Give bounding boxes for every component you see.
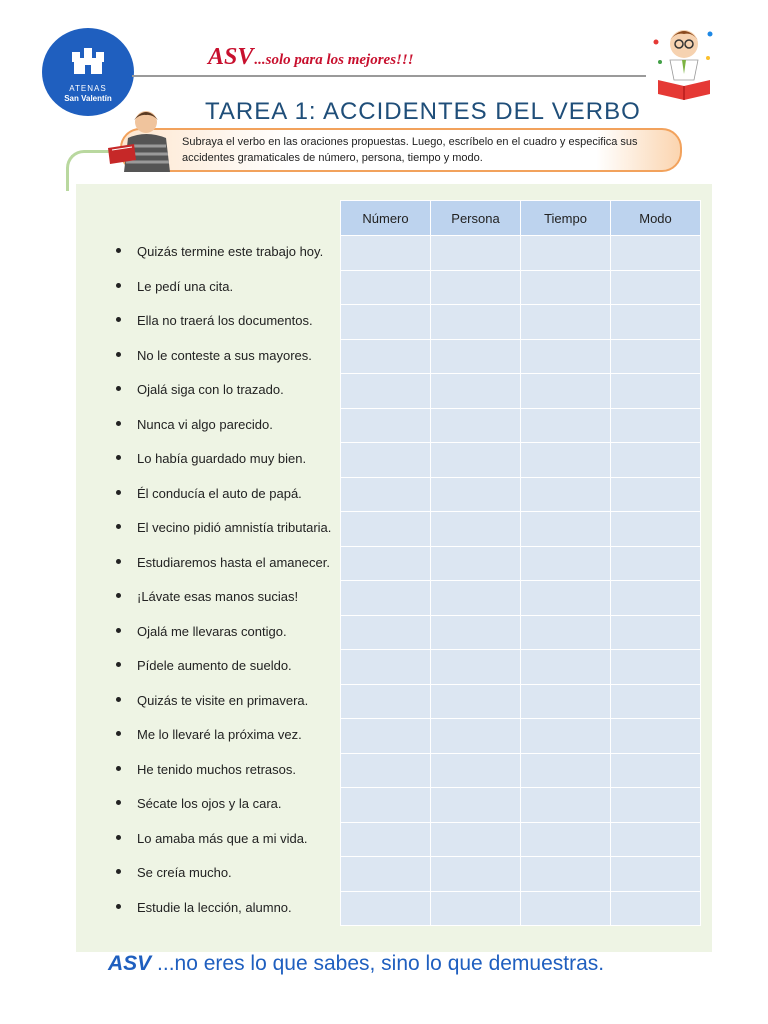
answer-cell-numero[interactable]	[341, 650, 431, 685]
answer-cell-tiempo[interactable]	[521, 236, 611, 271]
answer-cell-persona[interactable]	[431, 650, 521, 685]
bullet-icon	[116, 800, 121, 805]
sentence-item	[116, 373, 284, 407]
table-row	[341, 822, 701, 857]
table-row	[341, 305, 701, 340]
student-reading-illustration	[104, 108, 182, 172]
answer-cell-numero[interactable]	[341, 477, 431, 512]
castle-icon	[70, 46, 106, 76]
bullet-icon	[116, 869, 121, 874]
bullet-icon	[116, 524, 121, 529]
column-header-persona: Persona	[431, 201, 521, 236]
bullet-icon	[116, 248, 121, 253]
answer-cell-tiempo[interactable]	[521, 339, 611, 374]
answer-cell-persona[interactable]	[431, 270, 521, 305]
sentence-item	[116, 304, 313, 338]
table-row	[341, 270, 701, 305]
answer-cell-tiempo[interactable]	[521, 512, 611, 547]
sentence-text: Quizás termine este trabajo hoy.	[137, 244, 324, 259]
answer-table	[340, 200, 701, 926]
sentence-item	[116, 442, 306, 476]
answer-cell-numero[interactable]	[341, 788, 431, 823]
answer-cell-persona[interactable]	[431, 788, 521, 823]
sentence-text: Me lo llevaré la próxima vez.	[137, 727, 302, 742]
logo-line1: ATENAS	[69, 84, 107, 93]
sentence-item	[116, 684, 308, 718]
table-row	[341, 891, 701, 926]
answer-cell-persona[interactable]	[431, 512, 521, 547]
answer-cell-numero[interactable]	[341, 339, 431, 374]
answer-cell-persona[interactable]	[431, 753, 521, 788]
answer-cell-numero[interactable]	[341, 581, 431, 616]
answer-cell-modo[interactable]	[611, 305, 701, 340]
page-title: TAREA 1: ACCIDENTES DEL VERBO	[205, 98, 641, 125]
header-slogan	[208, 44, 414, 71]
sentence-text: He tenido muchos retrasos.	[137, 761, 296, 777]
bullet-icon	[116, 455, 121, 460]
table-row	[341, 512, 701, 547]
sentence-item	[116, 511, 331, 545]
sentence-text: No le conteste a sus mayores.	[137, 347, 312, 363]
sentence-item	[116, 787, 282, 821]
answer-cell-modo[interactable]	[611, 615, 701, 650]
answer-cell-numero[interactable]	[341, 270, 431, 305]
answer-cell-tiempo[interactable]	[521, 891, 611, 926]
sentence-text: Estudiaremos hasta el amanecer.	[137, 554, 330, 570]
answer-cell-tiempo[interactable]	[521, 477, 611, 512]
slogan-brand: ASV	[208, 44, 254, 70]
answer-cell-persona[interactable]	[431, 546, 521, 581]
bullet-icon	[116, 352, 121, 357]
sentence-text: Estudie la lección, alumno.	[137, 899, 292, 915]
sentence-item	[116, 477, 302, 511]
bullet-icon	[116, 386, 121, 391]
answer-cell-modo[interactable]	[611, 650, 701, 685]
answer-cell-tiempo[interactable]	[521, 615, 611, 650]
sentence-item	[116, 235, 323, 269]
answer-cell-persona[interactable]	[431, 339, 521, 374]
answer-cell-modo[interactable]	[611, 339, 701, 374]
answer-cell-tiempo[interactable]	[521, 753, 611, 788]
table-row	[341, 650, 701, 685]
answer-cell-modo[interactable]	[611, 236, 701, 271]
sentence-item	[116, 856, 232, 890]
table-row	[341, 546, 701, 581]
answer-cell-modo[interactable]	[611, 753, 701, 788]
answer-cell-numero[interactable]	[341, 822, 431, 857]
answer-cell-modo[interactable]	[611, 684, 701, 719]
table-row	[341, 477, 701, 512]
answer-cell-numero[interactable]	[341, 512, 431, 547]
sentence-item	[116, 546, 330, 580]
answer-cell-tiempo[interactable]	[521, 684, 611, 719]
logo-line2: San Valentín	[64, 94, 112, 103]
answer-cell-modo[interactable]	[611, 857, 701, 892]
bullet-icon	[116, 283, 121, 288]
sentence-item	[116, 891, 292, 925]
answer-cell-modo[interactable]	[611, 788, 701, 823]
answer-cell-numero[interactable]	[341, 374, 431, 409]
answer-cell-modo[interactable]	[611, 270, 701, 305]
table-row	[341, 753, 701, 788]
reading-child-illustration	[648, 22, 718, 100]
sentence-text: Él conducía el auto de papá.	[137, 485, 302, 501]
sentence-text: Nunca vi algo parecido.	[137, 416, 273, 432]
answer-cell-tiempo[interactable]	[521, 305, 611, 340]
bullet-icon	[116, 662, 121, 667]
sentence-text: Lo amaba más que a mi vida.	[137, 830, 308, 846]
answer-cell-persona[interactable]	[431, 684, 521, 719]
table-row	[341, 443, 701, 478]
table-row	[341, 236, 701, 271]
sentence-text: Se creía mucho.	[137, 865, 232, 880]
answer-cell-modo[interactable]	[611, 822, 701, 857]
answer-cell-numero[interactable]	[341, 753, 431, 788]
sentence-text: Le pedí una cita.	[137, 278, 234, 294]
answer-cell-persona[interactable]	[431, 236, 521, 271]
answer-cell-persona[interactable]	[431, 822, 521, 857]
table-row	[341, 788, 701, 823]
bullet-icon	[116, 559, 121, 564]
table-row	[341, 615, 701, 650]
answer-cell-tiempo[interactable]	[521, 822, 611, 857]
answer-cell-persona[interactable]	[431, 891, 521, 926]
sentence-item	[116, 339, 312, 373]
answer-cell-modo[interactable]	[611, 408, 701, 443]
answer-cell-numero[interactable]	[341, 546, 431, 581]
answer-cell-persona[interactable]	[431, 719, 521, 754]
sentence-item	[116, 649, 292, 683]
sentence-text: Ojalá siga con lo trazado.	[137, 382, 284, 397]
footer-motto	[108, 952, 604, 976]
column-header-numero: Número	[341, 201, 431, 236]
answer-cell-modo[interactable]	[611, 891, 701, 926]
table-header-row	[341, 201, 701, 236]
answer-cell-numero[interactable]	[341, 408, 431, 443]
answer-cell-modo[interactable]	[611, 719, 701, 754]
instructions-text: Subraya el verbo en las oraciones propuestas. Luego, escríbelo en el cuadro y especifica sus accidentes gramaticales de número, persona, tiempo y modo.	[182, 136, 638, 164]
answer-cell-numero[interactable]	[341, 857, 431, 892]
bullet-icon	[116, 904, 121, 909]
answer-cell-modo[interactable]	[611, 443, 701, 478]
answer-cell-modo[interactable]	[611, 512, 701, 547]
answer-cell-numero[interactable]	[341, 615, 431, 650]
sentence-text: Sécate los ojos y la cara.	[137, 796, 282, 811]
answer-cell-tiempo[interactable]	[521, 581, 611, 616]
table-row	[341, 581, 701, 616]
answer-cell-modo[interactable]	[611, 374, 701, 409]
footer-brand: ASV	[108, 952, 152, 975]
sentence-text: Ella no traerá los documentos.	[137, 313, 313, 328]
footer-text: ...no eres lo que sabes, sino lo que demuestras.	[151, 952, 605, 975]
sentence-item	[116, 408, 273, 442]
bullet-icon	[116, 490, 121, 495]
bullet-icon	[116, 766, 121, 771]
answer-cell-tiempo[interactable]	[521, 374, 611, 409]
answer-cell-persona[interactable]	[431, 374, 521, 409]
sentence-item	[116, 718, 302, 752]
answer-cell-numero[interactable]	[341, 684, 431, 719]
answer-cell-tiempo[interactable]	[521, 650, 611, 685]
bullet-icon	[116, 628, 121, 633]
sentence-text: Lo había guardado muy bien.	[137, 451, 307, 466]
sentence-item	[116, 580, 298, 614]
answer-cell-tiempo[interactable]	[521, 270, 611, 305]
sentence-item	[116, 822, 308, 856]
sentence-item	[116, 270, 233, 304]
answer-cell-tiempo[interactable]	[521, 719, 611, 754]
answer-cell-persona[interactable]	[431, 305, 521, 340]
sentence-text: Ojalá me llevaras contigo.	[137, 623, 287, 639]
table-row	[341, 408, 701, 443]
bullet-icon	[116, 835, 121, 840]
answer-cell-persona[interactable]	[431, 857, 521, 892]
answer-cell-tiempo[interactable]	[521, 408, 611, 443]
bullet-icon	[116, 421, 121, 426]
answer-cell-tiempo[interactable]	[521, 546, 611, 581]
answer-cell-persona[interactable]	[431, 477, 521, 512]
table-row	[341, 857, 701, 892]
answer-cell-tiempo[interactable]	[521, 443, 611, 478]
school-logo	[42, 28, 134, 116]
answer-cell-persona[interactable]	[431, 581, 521, 616]
column-header-modo: Modo	[611, 201, 701, 236]
answer-cell-numero[interactable]	[341, 719, 431, 754]
header-divider	[132, 75, 646, 77]
table-row	[341, 374, 701, 409]
answer-cell-tiempo[interactable]	[521, 857, 611, 892]
bullet-icon	[116, 731, 121, 736]
answer-cell-persona[interactable]	[431, 615, 521, 650]
answer-table-body	[341, 236, 701, 926]
bullet-icon	[116, 593, 121, 598]
slogan-text: ...solo para los mejores!!!	[254, 52, 414, 68]
sentence-text: Quizás te visite en primavera.	[137, 692, 309, 708]
answer-cell-persona[interactable]	[431, 443, 521, 478]
answer-cell-numero[interactable]	[341, 891, 431, 926]
answer-cell-modo[interactable]	[611, 477, 701, 512]
answer-cell-persona[interactable]	[431, 408, 521, 443]
table-row	[341, 339, 701, 374]
sentence-text: El vecino pidió amnistía tributaria.	[137, 520, 332, 535]
sentence-text: Pídele aumento de sueldo.	[137, 658, 292, 673]
answer-cell-modo[interactable]	[611, 546, 701, 581]
answer-cell-modo[interactable]	[611, 581, 701, 616]
bullet-icon	[116, 317, 121, 322]
answer-cell-numero[interactable]	[341, 236, 431, 271]
bullet-icon	[116, 697, 121, 702]
column-header-tiempo: Tiempo	[521, 201, 611, 236]
table-row	[341, 684, 701, 719]
sentence-text: ¡Lávate esas manos sucias!	[137, 589, 299, 604]
sentence-item	[116, 753, 296, 787]
answer-cell-numero[interactable]	[341, 305, 431, 340]
table-row	[341, 719, 701, 754]
answer-cell-tiempo[interactable]	[521, 788, 611, 823]
sentence-item	[116, 615, 287, 649]
answer-cell-numero[interactable]	[341, 443, 431, 478]
